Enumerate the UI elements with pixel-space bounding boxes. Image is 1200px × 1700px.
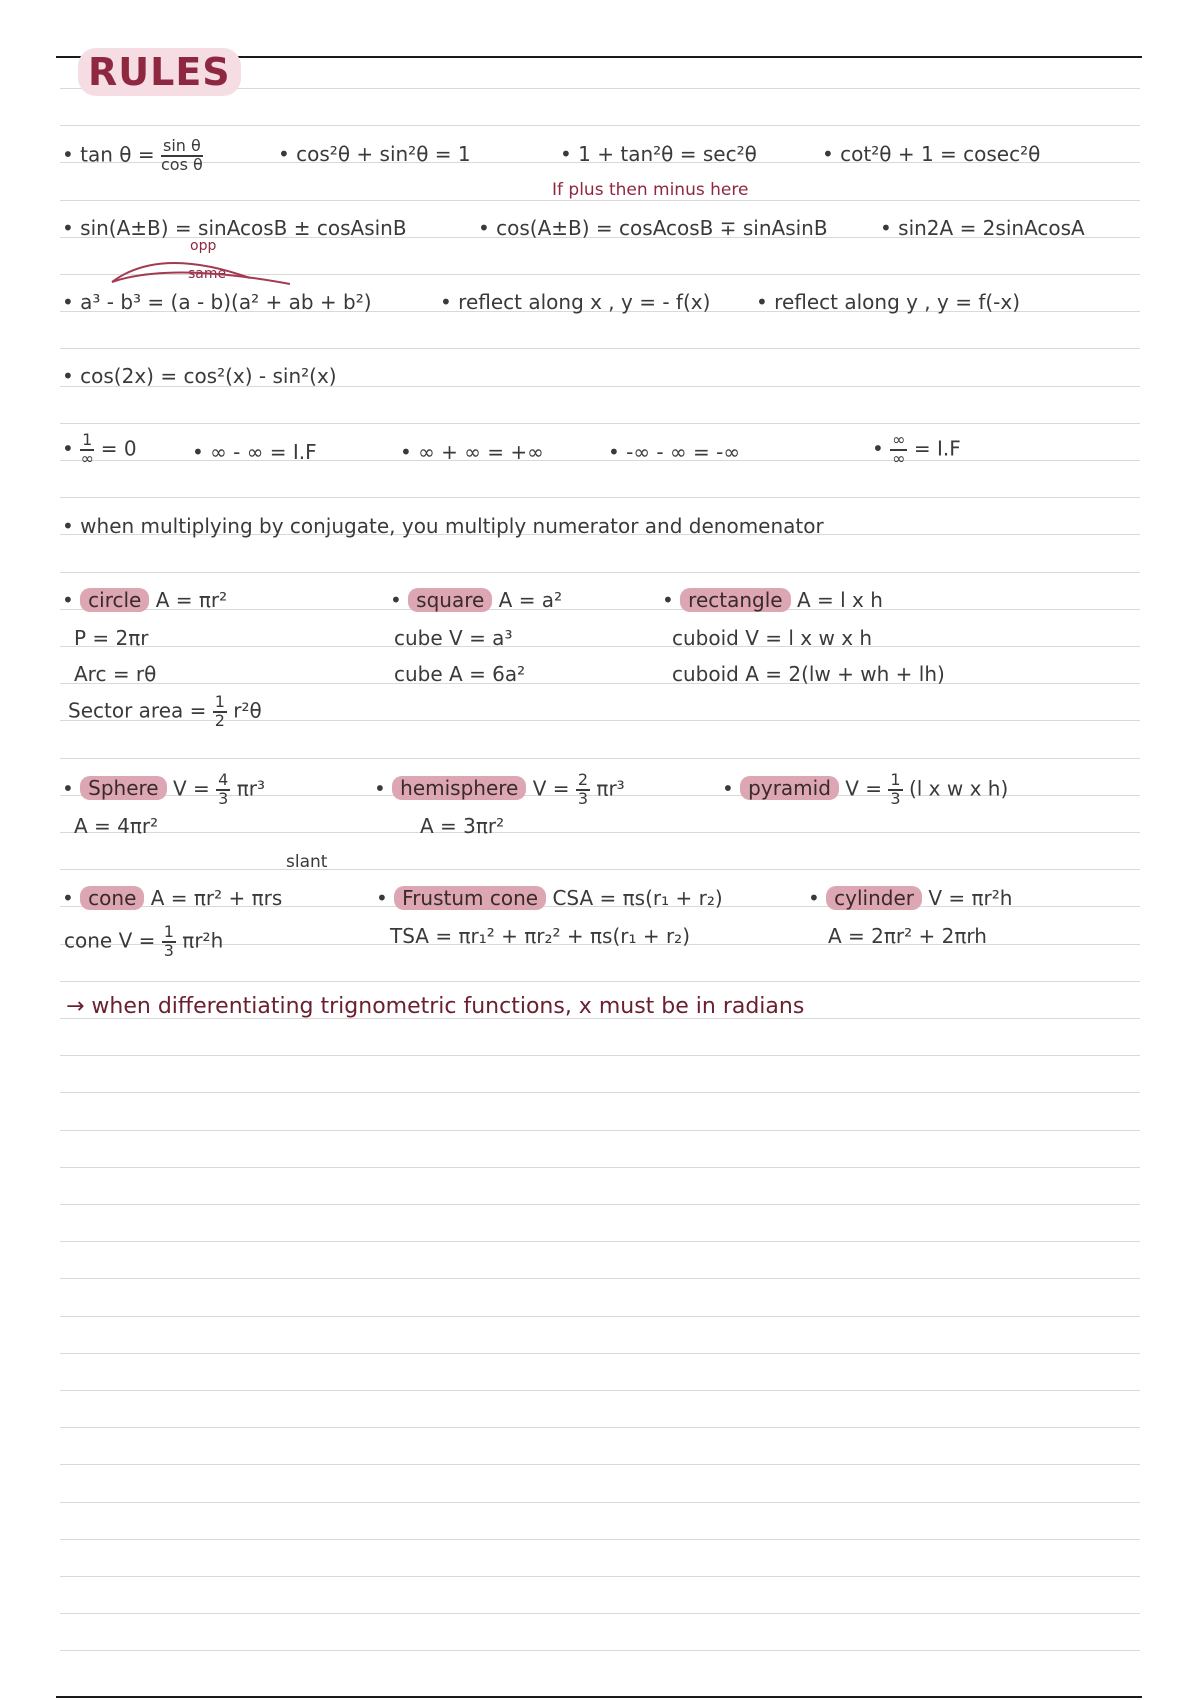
same-note: same (188, 266, 227, 282)
circle-perimeter: P = 2πr (74, 626, 149, 650)
sin-double-angle: • sin2A = 2sinAcosA (880, 216, 1085, 240)
pyramid-fraction: $\frac{1}{3}$ (890, 770, 901, 808)
cos-double-angle: • cos(2x) = cos²(x) - sin²(x) (62, 364, 337, 388)
cuboid-area: cuboid A = 2(lw + wh + lh) (672, 662, 945, 686)
ruled-line (60, 1502, 1140, 1503)
infinity-over-infinity-fraction: $\frac{\infty}{\infty}$ (892, 430, 906, 468)
hemisphere-volume: • hemisphere V = $\frac{2}{3}$ πr³ (374, 770, 625, 808)
sphere-area: A = 4πr² (74, 814, 159, 838)
cot-cosec-identity: • cot²θ + 1 = cosec²θ (822, 142, 1041, 166)
cos-compound: • cos(A±B) = cosAcosB ∓ sinAsinB (478, 216, 828, 240)
ruled-line (60, 683, 1140, 684)
ruled-line (60, 758, 1140, 759)
sector-area: Sector area = $\frac{1}{2}$ r²θ (68, 692, 262, 730)
ruled-line (60, 1316, 1140, 1317)
ruled-line (60, 1167, 1140, 1168)
tan-identity: • tan θ = $\frac{\text{sin θ}}{\text{cos θ}}$ (62, 136, 203, 174)
ruled-line (60, 832, 1140, 833)
circle-label: circle (80, 588, 149, 612)
reflect-x-rule: • reflect along x , y = - f(x) (440, 290, 711, 314)
frustum-label: Frustum cone (394, 886, 546, 910)
frustum-tsa: TSA = πr₁² + πr₂² + πs(r₁ + r₂) (390, 924, 690, 948)
ruled-line (60, 1278, 1140, 1279)
cylinder-area: A = 2πr² + 2πrh (828, 924, 987, 948)
page-title: RULES (78, 48, 241, 96)
one-over-infinity: • $\frac{1}{\infty}$ = 0 (62, 430, 137, 468)
ruled-line (60, 1539, 1140, 1540)
cone-area: • cone A = πr² + πrs (62, 886, 283, 910)
ruled-line (60, 981, 1140, 982)
radians-note: → when differentiating trignometric functions, x must be in radians (66, 994, 805, 1019)
cone-fraction: $\frac{1}{3}$ (163, 922, 174, 960)
reflect-y-rule: • reflect along y , y = f(-x) (756, 290, 1021, 314)
sphere-fraction: $\frac{4}{3}$ (218, 770, 229, 808)
sector-fraction: $\frac{1}{2}$ (214, 692, 225, 730)
pythagorean-identity: • cos²θ + sin²θ = 1 (278, 142, 471, 166)
cuboid-volume: cuboid V = l x w x h (672, 626, 873, 650)
ruled-line (60, 1204, 1140, 1205)
arc-length: Arc = rθ (74, 662, 157, 686)
ruled-line (60, 1353, 1140, 1354)
bottom-rule (56, 1696, 1142, 1698)
cube-volume: cube V = a³ (394, 626, 513, 650)
ruled-line (60, 869, 1140, 870)
sphere-volume: • Sphere V = $\frac{4}{3}$ πr³ (62, 770, 265, 808)
infinity-plus-infinity: • ∞ + ∞ = +∞ (400, 440, 544, 464)
hemisphere-label: hemisphere (392, 776, 526, 800)
tan-fraction: $\frac{\text{sin θ}}{\text{cos θ}}$ (161, 136, 203, 174)
ruled-line (60, 1576, 1140, 1577)
ruled-line (60, 348, 1140, 349)
frustum-csa: • Frustum cone CSA = πs(r₁ + r₂) (376, 886, 723, 910)
difference-of-cubes: • a³ - b³ = (a - b)(a² + ab + b²) (62, 290, 372, 314)
ruled-line (60, 1390, 1140, 1391)
infinity-over-infinity: • $\frac{\infty}{\infty}$ = I.F (872, 430, 961, 468)
hemisphere-fraction: $\frac{2}{3}$ (577, 770, 589, 808)
square-area: • square A = a² (390, 588, 563, 612)
conjugate-note: • when multiplying by conjugate, you multiply numerator and denomenator (62, 514, 824, 538)
ruled-line (60, 125, 1140, 126)
cone-volume: cone V = $\frac{1}{3}$ πr²h (64, 922, 224, 960)
sphere-label: Sphere (80, 776, 166, 800)
rectangle-label: rectangle (680, 588, 790, 612)
ruled-line (60, 497, 1140, 498)
ruled-line (60, 200, 1140, 201)
ruled-line (60, 1613, 1140, 1614)
tan-sec-identity: • 1 + tan²θ = sec²θ (560, 142, 757, 166)
slant-note: slant (286, 852, 328, 872)
cube-area: cube A = 6a² (394, 662, 526, 686)
ruled-line (60, 1464, 1140, 1465)
ruled-line (60, 1650, 1140, 1651)
ruled-line (60, 1427, 1140, 1428)
ruled-line (60, 423, 1140, 424)
ruled-line (60, 1055, 1140, 1056)
ruled-line (60, 572, 1140, 573)
pyramid-volume: • pyramid V = $\frac{1}{3}$ (l x w x h) (722, 770, 1009, 808)
rectangle-area: • rectangle A = l x h (662, 588, 883, 612)
hemisphere-area: A = 3πr² (420, 814, 505, 838)
ruled-line (60, 1092, 1140, 1093)
cylinder-label: cylinder (826, 886, 922, 910)
ruled-line (60, 1130, 1140, 1131)
ruled-line (60, 646, 1140, 647)
sin-compound: • sin(A±B) = sinAcosB ± cosAsinB (62, 216, 407, 240)
infinity-minus-infinity: • ∞ - ∞ = I.F (192, 440, 317, 464)
annotation-arrows (100, 248, 300, 288)
pyramid-label: pyramid (740, 776, 839, 800)
circle-area: • circle A = πr² (62, 588, 228, 612)
negative-infinity-rule: • -∞ - ∞ = -∞ (608, 440, 740, 464)
square-label: square (408, 588, 492, 612)
cone-label: cone (80, 886, 144, 910)
ruled-line (60, 1241, 1140, 1242)
opp-note: opp (190, 238, 217, 254)
one-over-infinity-fraction: $\frac{1}{\infty}$ (80, 430, 94, 468)
plus-minus-note: If plus then minus here (552, 180, 749, 200)
cylinder-volume: • cylinder V = πr²h (808, 886, 1013, 910)
